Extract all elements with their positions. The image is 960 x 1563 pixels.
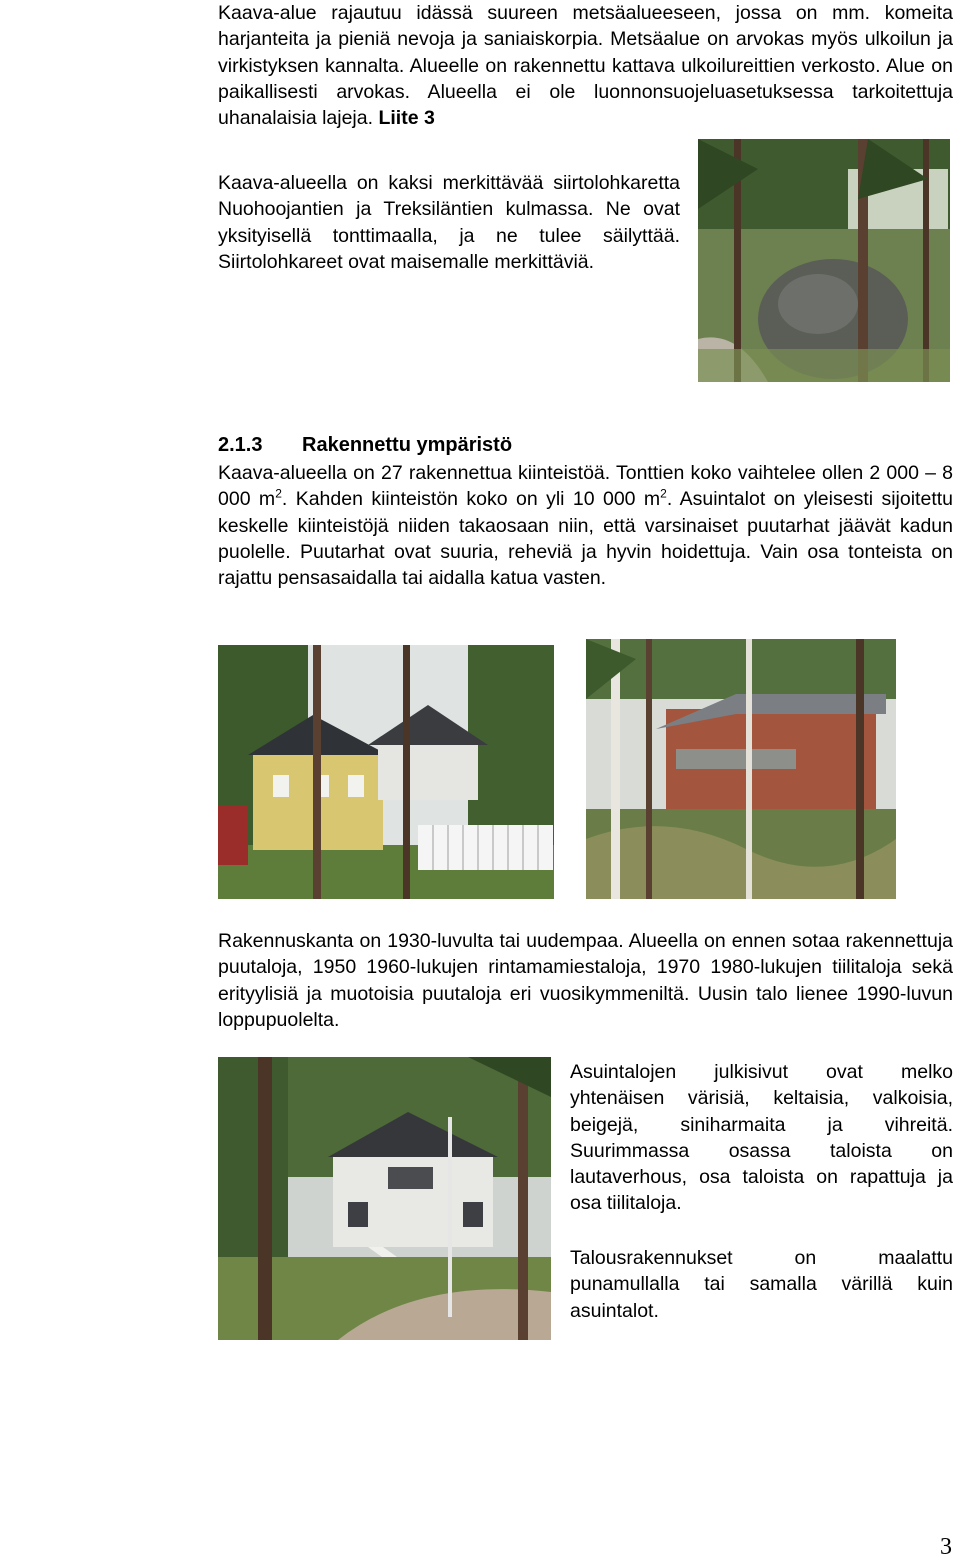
intro-paragraph (218, 0, 953, 131)
boulder-photo (698, 139, 950, 382)
boulder-paragraph: Kaava-alueella on kaksi merkittävää siirtolohkaretta Nuohoojantien ja Treksiläntien kulmassa. Ne ovat yksityisellä tonttimaalla, ja ne tulee säilyttää. Siirtolohkareet ovat maisemalle merkittäviä. (218, 172, 680, 273)
section-title: Rakennettu ympäristö (302, 434, 513, 456)
brick-house-photo (586, 639, 896, 899)
yellow-house-photo (218, 645, 554, 899)
square-superscript: 2 (275, 486, 282, 501)
appendix-reference: Liite 3 (378, 107, 435, 130)
section-heading (218, 432, 512, 458)
gardens-text: . Asuintalot on yleisesti sijoitettu keskelle kiinteistöjä niiden takaosaan niin, että varsinaiset puutarhat jäävät kadun puolelle. Puutarhat ovat suuria, reheviä ja hyvin hoidettuja. Vain osa tonteista on rajattu pensasaidalla tai aidalla katua vasten. (218, 488, 954, 590)
built-environment-paragraph (218, 460, 953, 591)
intro-text: Kaava-alue rajautuu idässä suureen metsäalueeseen, jossa on mm. komeita harjanteita ja pieniä nevoja ja saniaiskorpia. Metsäalue on arvokas myös ulkoilun ja virkistyksen kannalta. Alueelle on rakennettu kattava ulkoilureittien verkosto. Alue on paikallisesti arvokas. Alueella ei ole luonnonsuojeluasetuksessa tarkoitettuja uhanalaisia lajeja. (218, 2, 953, 130)
page-number: 3 (940, 1534, 952, 1560)
square-superscript-2: 2 (660, 486, 667, 501)
white-house-photo (218, 1057, 551, 1340)
large-plot-text: . Kahden kiinteistön koko on yli 10 000 m (281, 488, 661, 511)
section-number: 2.1.3 (218, 434, 263, 456)
building-stock-paragraph: Rakennuskanta on 1930-luvulta tai uudempaa. Alueella on ennen sotaa rakennettuja puutaloja, 1950 1960-lukujen rintamamiestaloja, 1970 1980-lukujen tiilitaloja sekä erityylisiä ja muotoisia puutaloja eri vuosikymmeniltä. Uusin talo lienee 1990-luvun loppupuolelta. (218, 930, 953, 1031)
facades-paragraph: Asuintalojen julkisivut ovat melko yhtenäisen värisiä, keltaisia, valkoisia, beigejä, siniharmaita ja vihreitä. Suurimmassa osassa taloista on lautaverhous, osa taloista on rapattuja ja osa tiilitaloja. (570, 1061, 953, 1215)
outbuildings-paragraph: Talousrakennukset on maalattu punamullalla tai samalla värillä kuin asuintalot. (570, 1247, 953, 1322)
plot-size-text: Kaava-alueella on 27 rakennettua kiinteistöä. Tonttien koko vaihtelee ollen 2 000 – 8 000 m (218, 462, 953, 511)
